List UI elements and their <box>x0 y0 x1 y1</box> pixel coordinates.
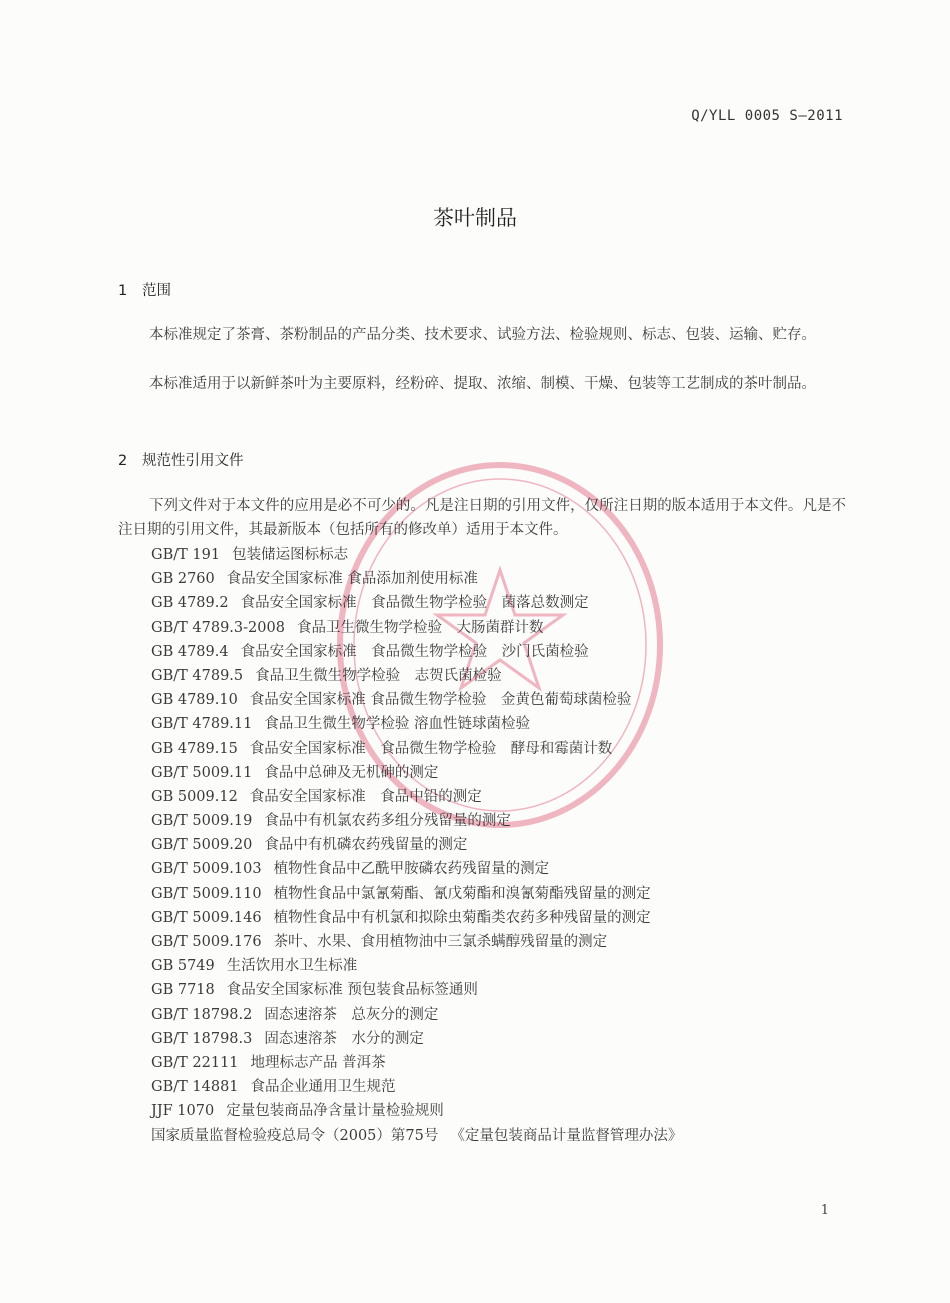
list-item <box>151 978 682 1002</box>
list-item <box>151 543 682 567</box>
reference-code: GB/T 5009.110 <box>151 885 262 902</box>
reference-code: GB/T 4789.5 <box>151 667 244 684</box>
list-item <box>151 785 682 809</box>
reference-code: GB/T 18798.2 <box>151 1006 253 1023</box>
list-item <box>151 712 682 736</box>
reference-code: GB 4789.2 <box>151 595 229 612</box>
reference-title: 食品安全国家标准 食品微生物学检验 金黄色葡萄球菌检验 <box>249 692 632 709</box>
reference-title: 食品安全国家标准 预包装食品标签通则 <box>226 982 478 999</box>
reference-code: GB/T 18798.3 <box>151 1030 253 1047</box>
list-item <box>151 616 682 640</box>
reference-code: GB/T 22111 <box>151 1054 239 1071</box>
reference-code: GB/T 5009.19 <box>151 813 253 830</box>
reference-title: 食品企业通用卫生规范 <box>250 1079 396 1096</box>
reference-code: GB/T 4789.11 <box>151 716 253 733</box>
list-item <box>151 688 682 712</box>
list-item <box>151 882 682 906</box>
reference-title: 《定量包装商品计量监督管理办法》 <box>450 1127 683 1144</box>
reference-title: 定量包装商品净含量计量检验规则 <box>226 1103 444 1120</box>
reference-title: 食品安全国家标准 食品添加剂使用标准 <box>226 571 478 588</box>
reference-code: GB/T 5009.20 <box>151 837 253 854</box>
list-item <box>151 833 682 857</box>
reference-code: GB/T 191 <box>151 547 221 563</box>
reference-code: GB 4789.10 <box>151 692 238 709</box>
paragraph: 下列文件对于本文件的应用是必不可少的。凡是注日期的引用文件，仅所注日期的版本适用于本文件。凡是不注日期的引用文件，其最新版本（包括所有的修改单）适用于本文件。 <box>118 498 846 538</box>
reference-code: GB/T 4789.3-2008 <box>151 619 285 636</box>
section-title: 范围 <box>142 283 171 299</box>
reference-code: GB 4789.4 <box>151 643 229 660</box>
reference-code: GB 7718 <box>151 982 215 999</box>
reference-title: 食品安全国家标准 食品微生物学检验 酵母和霉菌计数 <box>249 740 613 757</box>
list-item <box>151 1075 682 1099</box>
list-item <box>151 1124 682 1148</box>
list-item <box>151 857 682 881</box>
list-item <box>151 664 682 688</box>
page-number: 1 <box>820 1203 829 1218</box>
reference-title: 包装储运图标标志 <box>232 547 349 563</box>
reference-title: 食品中有机磷农药残留量的测定 <box>264 837 468 854</box>
reference-title: 食品中有机氯农药多组分残留量的测定 <box>264 813 511 830</box>
section-number: 2 <box>118 453 128 469</box>
reference-list <box>151 543 682 1148</box>
reference-title: 食品卫生微生物学检验 大肠菌群计数 <box>296 619 544 636</box>
reference-title: 食品安全国家标准 食品微生物学检验 沙门氏菌检验 <box>240 643 589 660</box>
reference-title: 食品安全国家标准 食品微生物学检验 菌落总数测定 <box>240 595 589 612</box>
reference-code: GB 5749 <box>151 958 215 975</box>
reference-title: 食品卫生微生物学检验 志贺氏菌检验 <box>255 667 502 684</box>
list-item <box>151 640 682 664</box>
section-title: 规范性引用文件 <box>142 453 244 469</box>
reference-title: 食品安全国家标准 食品中铅的测定 <box>249 788 482 805</box>
reference-title: 地理标志产品 普洱茶 <box>250 1054 386 1071</box>
reference-code: JJF 1070 <box>151 1103 215 1120</box>
reference-code: GB/T 5009.176 <box>151 934 262 950</box>
reference-title: 植物性食品中氯氰菊酯、氰戊菊酯和溴氰菊酯残留量的测定 <box>273 885 651 902</box>
reference-title: 植物性食品中乙酰甲胺磷农药残留量的测定 <box>273 861 550 878</box>
list-item <box>151 906 682 930</box>
reference-title: 固态速溶茶 水分的测定 <box>264 1030 424 1047</box>
list-item <box>151 567 682 591</box>
reference-code: GB/T 5009.103 <box>151 861 262 878</box>
list-item <box>151 761 682 785</box>
standard-code: Q/YLL 0005 S—2011 <box>691 108 843 124</box>
list-item <box>151 809 682 833</box>
paragraph: 本标准适用于以新鲜茶叶为主要原料，经粉碎、提取、浓缩、制模、干燥、包装等工艺制成的茶叶制品。 <box>149 376 816 392</box>
reference-code: 国家质量监督检验疫总局令（2005）第75号 <box>151 1127 439 1144</box>
reference-code: GB 2760 <box>151 571 215 588</box>
list-item <box>151 954 682 978</box>
list-item <box>151 1027 682 1051</box>
reference-title: 植物性食品中有机氯和拟除虫菊酯类农药多种残留量的测定 <box>273 909 651 926</box>
reference-title: 固态速溶茶 总灰分的测定 <box>264 1006 439 1023</box>
section-number: 1 <box>118 283 128 299</box>
reference-title: 生活饮用水卫生标准 <box>226 958 358 975</box>
list-item <box>151 1003 682 1027</box>
reference-code: GB/T 5009.11 <box>151 764 253 781</box>
reference-code: GB 4789.15 <box>151 740 238 757</box>
list-item <box>151 1051 682 1075</box>
list-item <box>151 1099 682 1123</box>
paragraph: 本标准规定了茶膏、茶粉制品的产品分类、技术要求、试验方法、检验规则、标志、包装、运输、贮存。 <box>149 327 816 343</box>
reference-title: 茶叶、水果、食用植物油中三氯杀螨醇残留量的测定 <box>273 934 608 950</box>
list-item <box>151 930 682 954</box>
list-item <box>151 737 682 761</box>
section-heading-scope <box>118 279 171 300</box>
list-item <box>151 591 682 615</box>
reference-code: GB 5009.12 <box>151 788 238 805</box>
reference-code: GB/T 14881 <box>151 1079 239 1096</box>
section-heading-normative-references <box>118 449 244 470</box>
reference-title: 食品卫生微生物学检验 溶血性链球菌检验 <box>264 716 530 733</box>
reference-title: 食品中总砷及无机砷的测定 <box>264 764 439 781</box>
document-title: 茶叶制品 <box>433 206 517 230</box>
reference-code: GB/T 5009.146 <box>151 909 262 926</box>
